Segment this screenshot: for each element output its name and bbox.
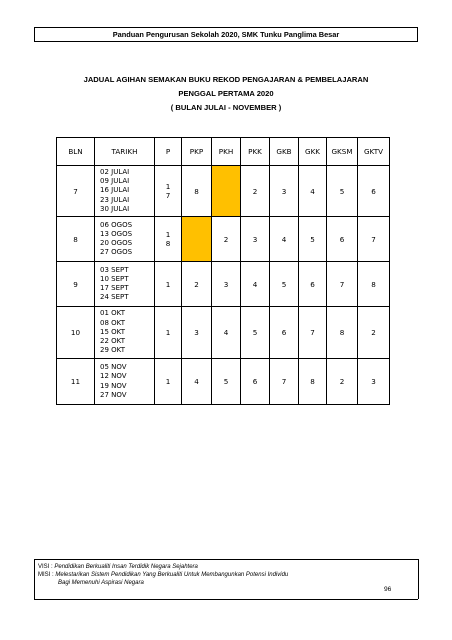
cell-gkk: 5 [299,217,327,262]
date-item: 30 JULAI [100,204,130,213]
cell-gksm: 5 [327,166,358,217]
date-item: 19 NOV [100,381,127,390]
col-header-bln: BLN [57,138,95,166]
table-row [57,307,390,359]
visi-text: Pendidikan Berkualiti Insan Terdidik Negara Sejahtera [54,564,198,570]
cell-gkb: 7 [270,359,299,405]
cell-pkp-highlighted [182,217,212,262]
date-item: 13 OGOS [100,229,133,238]
cell-gkb: 4 [270,217,299,262]
page-number: 96 [384,586,392,593]
cell-gktv: 7 [358,217,390,262]
cell-tarikh [95,166,155,217]
cell-pkh: 4 [212,307,241,359]
document-title: JADUAL AGIHAN SEMAKAN BUKU REKOD PENGAJARAN & PEMBELAJARAN [83,75,369,84]
cell-gktv: 8 [358,262,390,307]
cell-bln: 10 [57,307,95,359]
table-row [57,217,390,262]
footer-visi: VISI : Pendidikan Berkualiti Insan Terdidik Negara Sejahtera [38,564,198,570]
p-value: 1 [165,230,171,239]
cell-gkk: 7 [299,307,327,359]
cell-pkh: 3 [212,262,241,307]
date-item: 01 OKT [100,309,125,318]
schedule-table [56,137,390,405]
misi-label: MISI [38,572,51,579]
cell-pkk: 2 [241,166,270,217]
cell-pkp: 3 [182,307,212,359]
cell-pkk: 3 [241,217,270,262]
footer-divider [34,559,418,560]
date-item: 24 SEPT [100,293,129,302]
col-header-p: P [155,138,182,166]
visi-label: VISI [38,564,50,570]
cell-tarikh [95,307,155,359]
cell-gksm: 6 [327,217,358,262]
col-header-gkb: GKB [270,138,299,166]
cell-tarikh [95,359,155,405]
col-header-pkk: PKK [241,138,270,166]
table-row [57,262,390,307]
cell-gksm: 2 [327,359,358,405]
footer-misi: MISI : Melestarikan Sistem Pendidikan Yang Berkualiti Untuk Membangunkan Potensi Individu [38,572,289,579]
footer-vision-mission [38,563,288,588]
date-item: 08 OKT [100,318,125,327]
p-value: 1 [165,182,171,191]
cell-pkh: 5 [212,359,241,405]
cell-gkk: 8 [299,359,327,405]
cell-pkp: 8 [182,166,212,217]
document-period: ( BULAN JULAI - NOVEMBER ) [170,103,282,112]
cell-gktv: 6 [358,166,390,217]
date-item: 02 JULAI [100,167,130,176]
date-item: 23 JULAI [100,195,130,204]
col-header-pkh: PKH [212,138,241,166]
date-item: 06 OGOS [100,220,133,229]
footer-left-border [34,559,35,599]
misi-text: Melestarikan Sistem Pendidikan Yang Berkualiti Untuk Membangunkan Potensi Individu [55,572,289,579]
cell-pkk: 4 [241,262,270,307]
cell-gksm: 8 [327,307,358,359]
date-item: 15 OKT [100,327,125,336]
date-item: 22 OKT [100,337,125,346]
document-subtitle: PENGGAL PERTAMA 2020 [178,89,274,98]
cell-gkb: 3 [270,166,299,217]
table-row [57,359,390,405]
date-item: 29 OKT [100,346,125,355]
cell-p: 1 [155,262,182,307]
date-item: 17 SEPT [100,284,129,292]
cell-pkh-highlighted [212,166,241,217]
table-header-row [57,138,390,166]
col-header-gktv: GKTV [358,138,390,166]
date-item: 16 JULAI [100,186,130,195]
date-item: 05 NOV [100,363,127,372]
footer-right-border [418,559,419,599]
cell-tarikh [95,262,155,307]
cell-gkk: 4 [299,166,327,217]
cell-bln: 7 [57,166,95,217]
p-value: 7 [165,191,171,200]
cell-p: 1 [155,307,182,359]
col-header-gkk: GKK [299,138,327,166]
table-row [57,166,390,217]
cell-bln: 8 [57,217,95,262]
cell-gksm: 7 [327,262,358,307]
date-item: 27 NOV [100,390,127,399]
cell-tarikh [95,217,155,262]
page-header: Panduan Pengurusan Sekolah 2020, SMK Tunku Panglima Besar [34,27,418,42]
date-item: 09 JULAI [100,177,130,186]
date-item: 03 SEPT [100,265,129,274]
date-item: 10 SEPT [100,274,129,283]
cell-gktv: 2 [358,307,390,359]
cell-gktv: 3 [358,359,390,405]
footer-bottom-border [34,599,418,600]
cell-p [155,166,182,217]
col-header-gksm: GKSM [327,138,358,166]
p-value: 8 [165,239,171,248]
cell-bln: 11 [57,359,95,405]
cell-gkk: 6 [299,262,327,307]
date-item: 12 NOV [100,372,127,381]
cell-p [155,217,182,262]
cell-pkp: 4 [182,359,212,405]
cell-pkk: 5 [241,307,270,359]
cell-gkb: 5 [270,262,299,307]
cell-pkh: 2 [212,217,241,262]
cell-p: 1 [155,359,182,405]
col-header-pkp: PKP [182,138,212,166]
date-item: 27 OGOS [100,248,133,257]
cell-pkp: 2 [182,262,212,307]
cell-pkk: 6 [241,359,270,405]
date-item: 20 OGOS [100,239,133,247]
cell-bln: 9 [57,262,95,307]
cell-gkb: 6 [270,307,299,359]
col-header-tarikh: TARIKH [95,138,155,166]
misi-text-continued: Bagi Memenuhi Aspirasi Negara [58,580,144,587]
